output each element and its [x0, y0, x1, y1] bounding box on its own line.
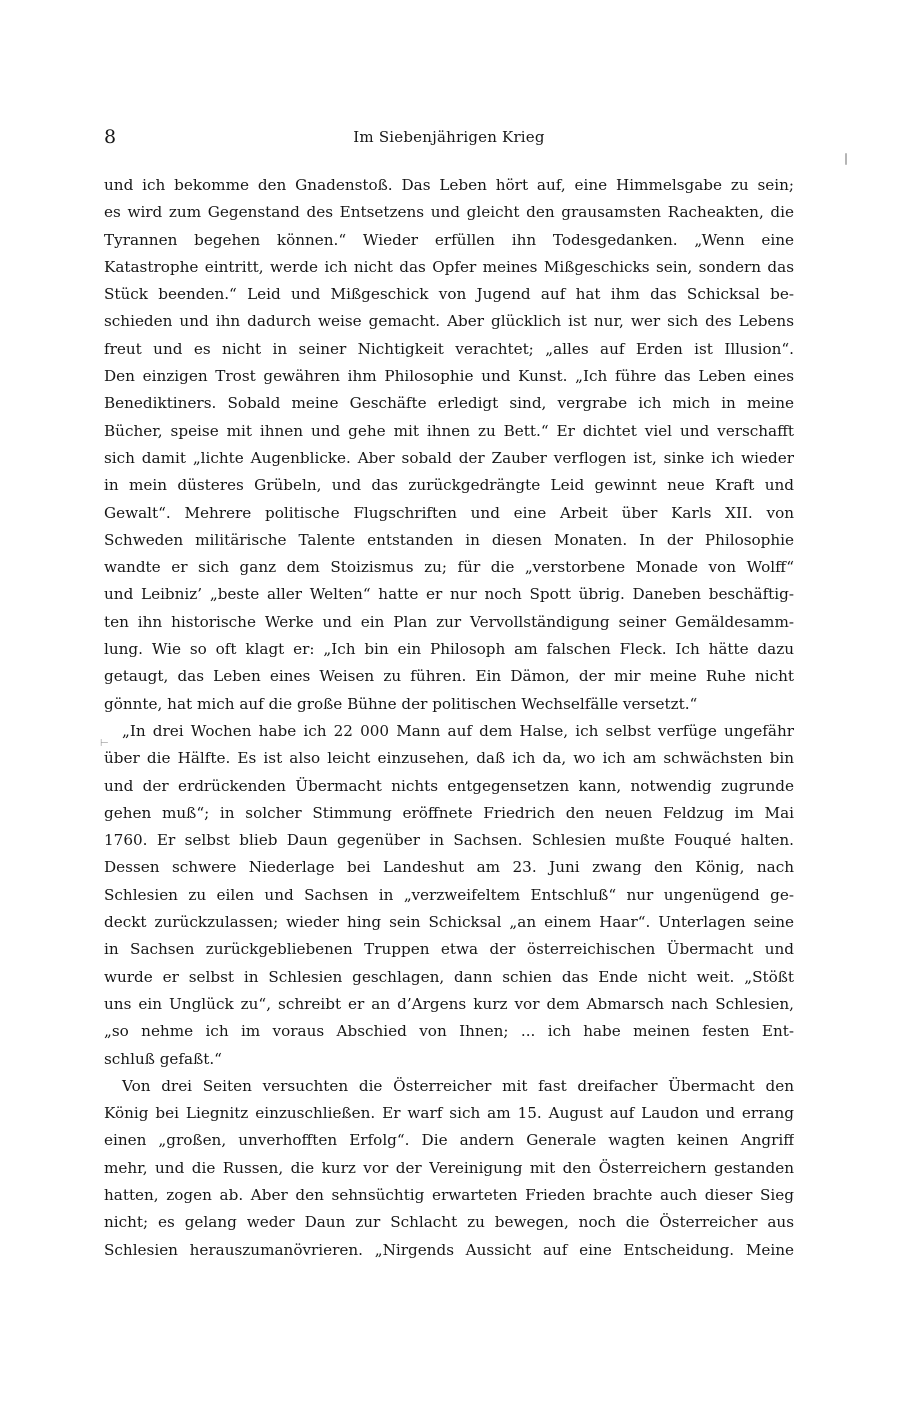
text-line: und Leibniz’ „beste aller Welten“ hatte er nur noch Spott übrig. Daneben beschäftig- [104, 585, 794, 604]
scan-speck [845, 153, 847, 165]
text-line: es wird zum Gegenstand des Entsetzens und gleicht den grausamsten Racheakten, die [104, 203, 794, 222]
text-line: Schlesien zu eilen und Sachsen in „verzweifeltem Entschluß“ nur ungenügend ge- [104, 885, 794, 904]
text-line: Tyrannen begehen können.“ Wieder erfüllen ihn Todesgedanken. „Wenn eine [104, 230, 794, 249]
running-head [104, 124, 794, 150]
paragraph-first-line: „In drei Wochen habe ich 22 000 Mann auf dem Halse, ich selbst verfüge ungefähr [122, 721, 794, 740]
text-line: schieden und ihn dadurch weise gemacht. Aber glücklich ist nur, wer sich des Lebens [104, 312, 794, 331]
text-line: „so nehme ich im voraus Abschied von Ihnen; ... ich habe meinen festen Ent- [104, 1022, 794, 1041]
text-line: Gewalt“. Mehrere politische Flugschriften und eine Arbeit über Karls XII. von [104, 503, 794, 522]
text-line: Dessen schwere Niederlage bei Landeshut am 23. Juni zwang den König, nach [104, 858, 794, 877]
text-line: 1760. Er selbst blieb Daun gegenüber in Sachsen. Schlesien mußte Fouqué halten. [104, 831, 794, 850]
text-line: mehr, und die Russen, die kurz vor der Vereinigung mit den Österreichern gestanden [104, 1158, 794, 1177]
text-line: Katastrophe eintritt, werde ich nicht das Opfer meines Mißgeschicks sein, sondern das [104, 257, 794, 276]
running-title: Im Siebenjährigen Krieg [353, 128, 545, 146]
text-line: ten ihn historische Werke und ein Plan zur Vervollständigung seiner Gemäldesamm- [104, 612, 794, 631]
text-line: gönnte, hat mich auf die große Bühne der politischen Wechselfälle versetzt.“ [104, 694, 698, 713]
text-line: und ich bekomme den Gnadenstoß. Das Leben hört auf, eine Himmelsgabe zu sein; [104, 176, 794, 194]
text-line: Benediktiners. Sobald meine Geschäfte erledigt sind, vergrabe ich mich in meine [104, 394, 794, 413]
text-line: wurde er selbst in Schlesien geschlagen, dann schien das Ende nicht weit. „Stößt [104, 967, 794, 986]
text-line: sich damit „lichte Augenblicke. Aber sobald der Zauber verflogen ist, sinke ich wieder [104, 448, 794, 467]
text-line: lung. Wie so oft klagt er: „Ich bin ein Philosoph am falschen Fleck. Ich hätte dazu [104, 640, 794, 659]
text-line: nicht; es gelang weder Daun zur Schlacht zu bewegen, noch die Österreicher aus [104, 1213, 794, 1232]
text-line: schluß gefaßt.“ [104, 1049, 222, 1068]
text-line: hatten, zogen ab. Aber den sehnsüchtig erwarteten Frieden brachte auch dieser Sieg [104, 1185, 794, 1204]
text-line: Bücher, speise mit ihnen und gehe mit ihnen zu Bett.“ Er dichtet viel und verschafft [104, 421, 794, 440]
text-line: einen „großen, unverhofften Erfolg“. Die andern Generale wagten keinen Angriff [104, 1131, 794, 1150]
text-line: freut und es nicht in seiner Nichtigkeit verachtet; „alles auf Erden ist Illusion“. [104, 339, 794, 358]
text-line: getaugt, das Leben eines Weisen zu führen. Ein Dämon, der mir meine Ruhe nicht [104, 667, 794, 686]
text-line: wandte er sich ganz dem Stoizismus zu; für die „verstorbene Monade von Wolff“ [104, 558, 794, 577]
text-line: deckt zurückzulassen; wieder hing sein Schicksal „an einem Haar“. Unterlagen seine [104, 913, 794, 932]
text-line: uns ein Unglück zu“, schreibt er an d’Argens kurz vor dem Abmarsch nach Schlesien, [104, 994, 794, 1013]
page-number: 8 [104, 126, 117, 148]
text-line: Schlesien herauszumanövrieren. „Nirgends Aussicht auf eine Entscheidung. Meine [104, 1240, 794, 1259]
text-line: König bei Liegnitz einzuschließen. Er warf sich am 15. August auf Laudon und errang [104, 1104, 794, 1123]
text-line: Schweden militärische Talente entstanden in diesen Monaten. In der Philosophie [104, 530, 794, 549]
text-line: gehen muß“; in solcher Stimmung eröffnete Friedrich den neuen Feldzug im Mai [104, 803, 794, 822]
text-line: Stück beenden.“ Leid und Mißgeschick von Jugend auf hat ihm das Schicksal be- [104, 285, 794, 304]
text-line: über die Hälfte. Es ist also leicht einzusehen, daß ich da, wo ich am schwächsten bin [104, 749, 794, 768]
text-line: in Sachsen zurückgebliebenen Truppen etwa der österreichischen Übermacht und [104, 940, 794, 959]
text-line: und der erdrückenden Übermacht nichts entgegensetzen kann, notwendig zugrunde [104, 776, 794, 795]
margin-mark: ⊢ [100, 738, 109, 749]
text-line: in mein düsteres Grübeln, und das zurückgedrängte Leid gewinnt neue Kraft und [104, 476, 794, 495]
text-line: Den einzigen Trost gewähren ihm Philosophie und Kunst. „Ich führe das Leben eines [104, 367, 794, 386]
body-text [104, 172, 794, 1264]
paragraph-first-line: Von drei Seiten versuchten die Österreicher mit fast dreifacher Übermacht den [122, 1076, 794, 1095]
